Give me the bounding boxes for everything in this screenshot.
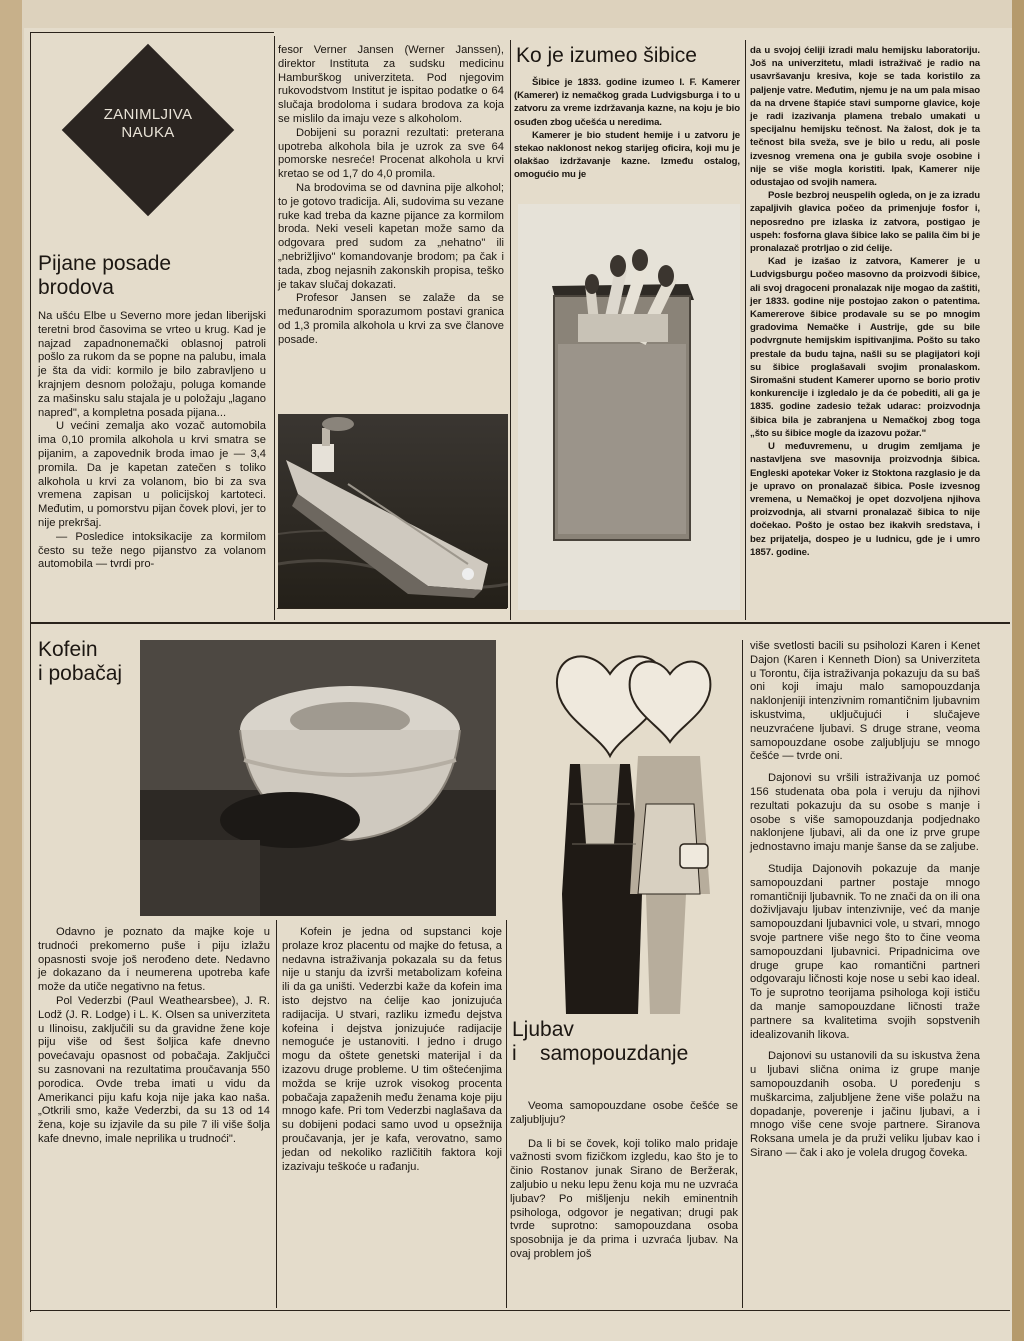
paragraph: Posle bezbroj neuspelih ogleda, on je za izradu zapaljivih glavica počeo da primenjuje fosfor i, neposredno pre izlaska iz zatvora, postigao je uspeh: fosforna glava šibice lako se palila čim bi je pronalazač protrljao o zid ćelije. bbox=[750, 190, 980, 255]
rule-mid-horizontal bbox=[30, 622, 1010, 624]
article4-title-line2: i samopouzdanje bbox=[512, 1042, 689, 1065]
article3-col1 bbox=[38, 926, 270, 1147]
rule-bottom bbox=[30, 1310, 1010, 1311]
article2-col1 bbox=[514, 76, 740, 182]
ship-photo bbox=[278, 414, 508, 608]
article1-title-line2: brodova bbox=[38, 276, 114, 299]
article2-title: Ko je izumeo šibice bbox=[516, 44, 697, 67]
rule-col-right-top bbox=[745, 40, 746, 620]
section-label bbox=[48, 106, 248, 142]
matchbox-photo bbox=[518, 204, 740, 610]
rule-top-left bbox=[30, 32, 274, 33]
article1-col2 bbox=[278, 44, 504, 348]
article3-title bbox=[38, 638, 148, 686]
article4-col2 bbox=[750, 640, 980, 1161]
paragraph: Na brodovima se od davnina pije alkohol; to je gotovo tradicija. Ali, sudovima su vezane ruke kad treba da kazne pijance za kormilom broda. Neki veseli kapetan može samo da odgovara pred sudom za „nehatno" ili „nebrižljivo" komandovanje brodom; pa čak i tada, zbog nejasnih zakonskih propisa, teško je takav slučaj dokazati. bbox=[278, 181, 504, 291]
rule-left-page bbox=[30, 32, 31, 1312]
article4-title-line1: Ljubav bbox=[512, 1018, 574, 1041]
paragraph: Dobijeni su porazni rezultati: preterana upotreba alkohola bila je uzrok za sve 64 pomorske nesreće! Procenat alkohola u krvi kretao se od 1,7 do 4,0 promila. bbox=[278, 126, 504, 181]
paragraph: više svetlosti bacili su psiholozi Karen i Kenet Dajon (Karen i Kenneth Dion) sa Univerziteta u Torontu, čija istraživanja pokazuju da su baš oni koji imaju malo samopouzdanja naklonjeniji intenzivnim romantičnim ljubavnim iskustvima, uključujući i slučajeve neuzvraćene ljubavi. S druge strane, veoma samopouzdane osobe zaljubljuju se mnogo češće — tvrde oni. bbox=[750, 640, 980, 763]
paragraph: U većini zemalja ako vozač automobila ima 0,10 promila alkohola u krvi smatra se pijanim, a zapovednik broda imao je — 3,4 promila. Da je kapetan zatečen s toliko alkohola u krvi za volanom, bio bi za sva vremena zapisan u policijskoj kartoteci. Međutim, u pomorstvu pijan čovek plovi, jer to nije prekršaj. bbox=[38, 420, 266, 529]
rule-bottom-col2 bbox=[506, 920, 507, 1308]
article4-col1 bbox=[510, 1100, 738, 1262]
paragraph: Odavno je poznato da majke koje u trudnoći prekomerno puše i piju izlažu opasnosti svoje još nerođeno dete. Nedavno je dokazano da i neumerena upotreba kafe može da utiče negativno na fetus. bbox=[38, 926, 270, 994]
paragraph: Da li bi se čovek, koji toliko malo pridaje važnosti svom fizičkom izgledu, kao što je to činio Rostanov junak Sirano de Beržerak, zaljubio u neku lepu ženu koja mu ne uzvraća ljubav? Po mišljenju nekih eminentnih psihologa, odgovor je negativan; drugi pak tvrde suprotno: samopouzdana osoba sposobnija je da prima i uzvraća ljubav. Na ovaj problem još bbox=[510, 1137, 738, 1260]
article2-col2 bbox=[750, 44, 980, 559]
article4-title bbox=[512, 1018, 740, 1066]
cup-photo bbox=[140, 640, 496, 916]
paragraph: Profesor Jansen se zalaže da se međunarodnim sporazumom postavi granica od 1,3 promila alkohola u krvi za sve članove posade. bbox=[278, 292, 504, 346]
rule-col-left-top bbox=[274, 36, 275, 620]
paragraph: Studija Dajonovih pokazuje da manje samopouzdani partner postaje mnogo romantičniji ljubavnik. To ne znači da on ili ona doživljavaju ljubav intenzivnije, već da manje samopouzdani ljubavnici vole, u stvari, mnogo svoje partnere više nego što to čine veoma samopouzdani ljubavnici. Pripadnicima ove druge grupe kao romantični partneri odgovaraju ličnosti koje nose u sebi kao ideal. To je suprotno teorijama psihologa koji ističu da manje samopouzdane ličnosti traže partnere sa kvalitetima svojih sopstvenih idealizovanih likova. bbox=[750, 862, 980, 1041]
article1-title bbox=[38, 252, 268, 300]
section-badge bbox=[48, 40, 248, 220]
paragraph: U međuvremenu, u drugim zemljama je nastavljena sve masovnija proizvodnja šibica. Engleski apotekar Voker iz Stoktona razglasio je da je upravo on pronalazač šibica. Posle izvesnog vremena, u Nemačkoj je opet dozvoljena njihova proizvodnja, ali stvarni pronalazač šibica to nije dočekao. Pošto je ostao bez ikakvih sredstava, i bez prijatelja, dospeo je u ludnicu, gde je i umro 1857. godine. bbox=[750, 441, 980, 558]
rule-bottom-col3 bbox=[742, 640, 743, 1308]
paragraph: Dajonovi su vršili istraživanja uz pomoć 156 studenata oba pola i veruju da njihovi rezultati pokazuju da su osobe s manje i osobe s više samopouzdanja podjednako naklonjene ljubavi, ali da one iz prve grupe jednostavno imaju manje šanse da se zaljube. bbox=[750, 772, 980, 854]
couple-illustration bbox=[510, 644, 736, 1014]
paragraph: Veoma samopouzdane osobe češće se zaljubljuju? bbox=[510, 1100, 738, 1126]
paragraph: Na ušću Elbe u Severno more jedan liberijski teretni brod časovima se vrteo u krug. Kad je najzad zapadnonemački oblasnoj patroli pošlo za rukom da se popne na palubu, imala je šta da vidi: kormilo je bilo zabravljeno u krajnjem desnom položaju, poluga komande za mašinsku salu stajala je u položaju „lagano napred", a kompletna posada pijana... bbox=[38, 310, 266, 419]
page-edge-right bbox=[1012, 0, 1024, 1341]
paragraph: Kamerer je bio student hemije i u zatvoru je stekao naklonost nekog starijeg oficira, koji mu je olakšao izdržavanje kazne. Između ostalog, omogućio mu je bbox=[514, 129, 740, 181]
article1-col1 bbox=[38, 310, 266, 572]
paragraph: fesor Verner Jansen (Werner Janssen), direktor Instituta za sudsku medicinu Hamburškog univerziteta. Pod njegovim rukovodstvom Institut je ispitao podatke o 64 slučaja brodoloma i sudara brodova za koja se mislilo da imaju veze s alkoholom. bbox=[278, 44, 504, 125]
article3-col2 bbox=[282, 926, 502, 1174]
paragraph: — Posledice intoksikacije za kormilom često su teže nego pijanstvo za volanom automobila — tvrdi pro- bbox=[38, 530, 266, 571]
paragraph: da u svojoj ćeliji izradi malu hemijsku laboratoriju. Još na univerzitetu, mladi istraživač je radio na usavršavanju kresiva, koje se tada koristilo za paljenje vatre. Međutim, njemu je na um pala misao da na drvene štapiće stavi sumporne glavice, koje je radi izazivanja plamena trebalo umakati u specijalnu hemijsku tečnost. Na žalost, dok je ta tečnost bila sveža, sve je bilo u redu, ali posle izvesnog vremena ona je gubila svoje osobine i nije se više mogla koristiti. Ipak, Kamerer nije odustajao od svojih namera. bbox=[750, 45, 980, 189]
page-edge-left bbox=[0, 0, 22, 1341]
paragraph: Kofein je jedna od supstanci koje prolaze kroz placentu od majke do fetusa, a nedavna istraživanja pokazala su da fetus nije u stanju da izvrši metabolizam kofeina ili da ga uništi. Vederzbi kaže da kofein ima isto dejstvo na ćelije kao jonizujuća radijacija. U stvari, razliku između dejstva kofeina i dejstva jonizujuće radijacije nemoguće je ustanoviti. I jedno i drugo mogu da oštete genetski materijal i da izazovu druge probleme. U tim oštećenjima možda se krije uzrok visokog procenta pobačaja zapaženih među ženama koje piju mnogo kafe. Pri tom Vederzbi naglašava da su dobijeni podaci samo uvod u opsežnija proučavanja, jer je kafa, verovatno, samo jedan od nekoliko različitih faktora koji izazivaju teškoće u rađanju. bbox=[282, 926, 502, 1173]
paragraph: Šibice je 1833. godine izumeo I. F. Kamerer (Kamerer) iz nemačkog grada Ludvigsburga i to u zatvoru za vreme izdržavanja kazne, na koju je bio osuđen zbog učešća u neredima. bbox=[514, 77, 740, 128]
article1-title-line1: Pijane posade bbox=[38, 252, 172, 275]
article3-title-line1: Kofein bbox=[38, 638, 98, 661]
paragraph: Pol Vederzbi (Paul Weathearsbee), J. R. Lodž (J. R. Lodge) i L. K. Olsen sa univerziteta u Ilinoisu, zaključili su da gravidne žene koje piju više od šest šoljica kafe dnevno povećavaju opasnost od pobačaja. Zaključci su zasnovani na rezultatima proučavanja 550 porodica. Ovde treba imati u vidu da Amerikanci piju kafu koja nije jaka kao naša. „Otkrili smo, kaže Vederzbi, da su 13 od 14 žena, koje su izjavile da su pile 7 ili više šolja kafe dnevno, imale neprilika u trudnoći". bbox=[38, 994, 270, 1145]
rule-col-mid-top bbox=[510, 40, 511, 620]
section-label-line1: ZANIMLJIVA bbox=[103, 106, 193, 123]
paragraph: Kad je izašao iz zatvora, Kamerer je u Ludvigsburgu počeo masovno da proizvodi šibice, ali svoj dragoceni pronalazak nije mogao da zaštiti, jer 1833. godine nije postojao zakon o patentima. Kamererove šibice prodavale su se po mnogim gradovima Nemačke i Austrije, gde su bile podvrgnute hemijskim ispitivanjima. Pošto su tako prestale da budu tajna, našli su se plagijatori koji su šibice proglašavali svojim pronalaskom. Siromašni student Kamerer uporno se borio protiv konkurencije i izgledalo je da će pobediti, ali ga je 1835. godine zadesio težak udarac: proizvodnja šibica bila je zabranjena u Nemačkoj zbog toga „što su šibice mogle da izazovu požar." bbox=[750, 256, 980, 439]
paragraph: Dajonovi su ustanovili da su iskustva žena u ljubavi slična onima iz grupe manje samopouzdanih osoba. U poređenju s muškarcima, zaljubljene žene više polažu na dopadanje, poverenje i jačinu ljubavi, a i mnogo više cene svoje partnere. Siranova Roksana umela je da pruži veliku ljubav kao i Sirano — čak i ako je volela drugog čoveka. bbox=[750, 1050, 980, 1159]
rule-bottom-col1 bbox=[276, 920, 277, 1308]
rule-photo-bottom bbox=[277, 608, 507, 609]
article3-title-line2: i pobačaj bbox=[38, 662, 123, 685]
section-label-line2: NAUKA bbox=[121, 124, 175, 141]
